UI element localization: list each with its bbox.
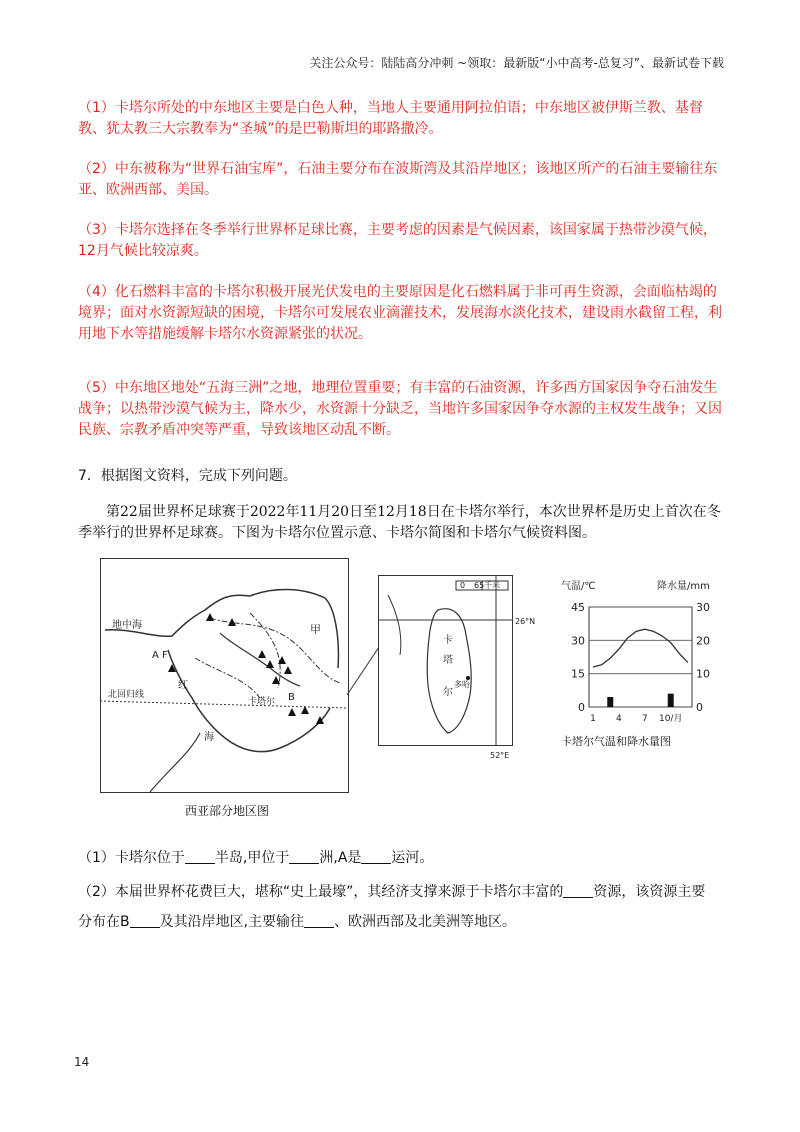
right-tick-label: 0	[696, 701, 703, 714]
q2-text-4: 及其沿岸地区,主要输往	[159, 914, 305, 930]
qatar-map	[378, 575, 538, 765]
q1-text-2: 半岛,甲位于	[214, 850, 290, 866]
map1-label-qatar: 卡塔尔	[248, 697, 276, 707]
q1-text-4: 运河。	[391, 850, 434, 866]
q1-text-3: 洲,A是	[319, 850, 362, 866]
map2-country-1: 卡	[443, 635, 453, 646]
map1-label-med: 地中海	[112, 620, 142, 631]
sub-question-2-line-1	[78, 882, 728, 903]
ylabel-right: 降水量/mm	[657, 581, 710, 592]
x-tick-label: 4	[616, 714, 622, 724]
map2-lon: 52°E	[490, 751, 510, 760]
precip-bar	[668, 694, 674, 707]
left-tick-label: 45	[571, 601, 585, 614]
map2-capital: 多哈	[454, 680, 470, 689]
map1-label-red2: 海	[204, 732, 214, 743]
map2-country-2: 塔	[443, 655, 453, 666]
q2-blank-1[interactable]	[563, 883, 593, 898]
map2-lat: 26°N	[515, 617, 536, 626]
q1-text-1: （1）卡塔尔位于	[78, 850, 185, 866]
question-title: 7．根据图文资料，完成下列问题。	[78, 468, 297, 484]
west-asia-map	[100, 558, 350, 826]
left-tick-label: 0	[578, 701, 585, 714]
map1-label-red1: 红	[178, 680, 188, 691]
scale-zero: 0	[460, 581, 466, 590]
q2-text-5: 、欧洲西部及北美洲等地区。	[334, 914, 517, 930]
x-tick-label: 10/月	[658, 714, 683, 724]
answer-5: （5）中东地区地处“五海三洲”之地，地理位置重要；有丰富的石油资源，许多西方国家因争夺石油发生战争；以热带沙漠气候为主，降水少，水资源十分缺乏，当地许多国家因争夺水源的主权发生战争；又因民族、宗教矛盾冲突等严重，导致该地区动乱不断。	[78, 380, 722, 438]
question-intro: 第22届世界杯足球赛于2022年11月20日至12月18日在卡塔尔举行，本次世界杯是历史上首次在冬季举行的世界杯足球赛。下图为卡塔尔位置示意、卡塔尔简图和卡塔尔气候资料图。	[78, 504, 721, 541]
q1-blank-3[interactable]	[361, 849, 391, 864]
q2-text-2: 资源，该资源主要	[593, 884, 706, 900]
left-tick-label: 30	[571, 634, 585, 648]
map2-country-3: 尔	[443, 687, 453, 698]
page-header: 关注公众号：陆陆高分冲刺 ~领取：最新版“小中高考-总复习”、最新试卷下载	[309, 56, 724, 70]
sub-question-1	[78, 848, 728, 869]
answer-3: （3）卡塔尔选择在冬季举行世界杯足球比赛，主要考虑的因素是气候因素，该国家属于热带沙漠气候，12月气候比较凉爽。	[78, 222, 717, 259]
precip-bar	[607, 697, 613, 707]
temperature-line	[593, 629, 688, 667]
right-tick-label: 30	[696, 601, 710, 614]
map1-label-tropic: 北回归线	[108, 690, 145, 700]
map1-label-a: A	[152, 650, 159, 661]
sub-question-2-line-2	[78, 912, 728, 933]
map1-label-b: B	[288, 692, 295, 703]
q2-text-3: 分布在B	[78, 914, 130, 930]
q1-blank-2[interactable]	[289, 849, 319, 864]
plot-frame	[589, 607, 692, 707]
answer-4: （4）化石燃料丰富的卡塔尔积极开展光伏发电的主要原因是化石燃料属于非可再生资源，会面临枯竭的境界；面对水资源短缺的困境，卡塔尔可发展农业滴灌技术，发展海水淡化技术，建设雨水截留工程，利用地下水等措施缓解卡塔尔水资源紧张的状况。	[78, 284, 722, 342]
map1-label-f: F	[162, 650, 168, 661]
q2-blank-2[interactable]	[130, 913, 160, 928]
answer-2: （2）中东被称为“世界石油宝库”，石油主要分布在波斯湾及其沿岸地区；该地区所产的石油主要输往东亚、欧洲西部、美国。	[78, 161, 718, 198]
chart-title: 卡塔尔气温和降水量图	[561, 735, 671, 748]
ylabel-left: 气温/℃	[561, 581, 596, 592]
scale-label: 65千米	[474, 581, 501, 590]
x-tick-label: 1	[590, 714, 596, 724]
q1-blank-1[interactable]	[185, 849, 215, 864]
right-tick-label: 10	[696, 667, 710, 681]
page-number: 14	[74, 1055, 90, 1069]
right-tick-label: 20	[696, 634, 710, 648]
map1-caption: 西亚部分地区图	[185, 804, 270, 818]
doha-marker	[466, 676, 470, 680]
left-tick-label: 15	[571, 667, 585, 681]
x-tick-label: 7	[641, 714, 648, 724]
q2-blank-3[interactable]	[304, 913, 334, 928]
answer-1: （1）卡塔尔所处的中东地区主要是白色人种，当地人主要通用阿拉伯语；中东地区被伊斯兰教、基督教、犹太教三大宗教奉为“圣城”的是巴勒斯坦的耶路撒冷。	[78, 100, 703, 137]
climate-chart	[555, 575, 730, 760]
map1-label-jia: 甲	[310, 623, 321, 636]
q2-text-1: （2）本届世界杯花费巨大，堪称“史上最壕”，其经济支撑来源于卡塔尔丰富的	[78, 884, 564, 900]
